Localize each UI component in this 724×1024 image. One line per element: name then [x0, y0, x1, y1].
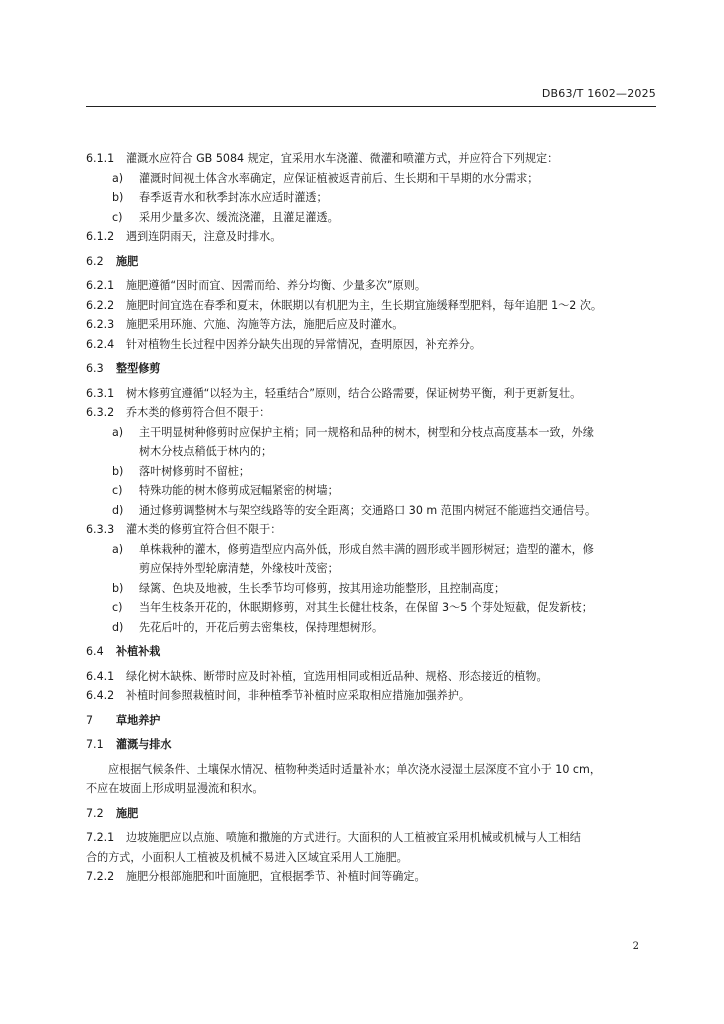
- section-title: 整型修剪: [116, 362, 161, 375]
- section-number: 6.2: [86, 254, 104, 268]
- paragraph-line: [86, 779, 658, 799]
- clause-number: 6.2.2: [86, 298, 115, 312]
- list-marker: a): [112, 542, 124, 556]
- clause-number: 6.4.2: [86, 689, 115, 702]
- line-text: 施肥分根部施肥和叶面施肥，宜根据季节、补植时间等确定。: [126, 870, 426, 883]
- clause-number: 6.2.3: [86, 318, 115, 331]
- section-number: 6.3: [86, 362, 104, 375]
- list-marker: b): [112, 581, 124, 595]
- list-item: [86, 579, 658, 599]
- clause-number: 6.2.4: [86, 337, 115, 351]
- list-marker: d): [112, 503, 124, 517]
- page-number: 2: [632, 941, 639, 952]
- clause-line: [86, 296, 658, 316]
- list-item: [86, 540, 658, 560]
- clause-line: [86, 828, 658, 848]
- clause-number: 6.1.2: [86, 230, 115, 243]
- line-text: 通过修剪调整树木与架空线路等的安全距离；交通路口 30 m 范围内树冠不能遮挡交通信号。: [139, 503, 597, 517]
- list-item-continuation: [86, 559, 658, 579]
- clause-line: [86, 149, 658, 169]
- document-body: [86, 149, 658, 887]
- line-text: 遇到连阴雨天，注意及时排水。: [126, 230, 282, 243]
- clause-line: [86, 867, 658, 887]
- section-number: 7: [86, 713, 94, 727]
- section-number: 7.1: [86, 738, 104, 751]
- line-text: 不应在坡面上形成明显漫流和积水。: [86, 782, 264, 795]
- list-item: [86, 501, 658, 521]
- list-item: [86, 169, 658, 189]
- clause-line: [86, 520, 658, 540]
- list-marker: c): [112, 210, 123, 224]
- section-heading: [86, 804, 658, 824]
- list-marker: a): [112, 171, 124, 185]
- line-text: 当年生枝条开花的，休眠期修剪，对其生长健壮枝条，在保留 3～5 个芽处短截，促发新枝；: [139, 601, 593, 614]
- line-text: 特殊功能的树木修剪成冠幅紧密的树墙；: [139, 484, 339, 497]
- line-text: 灌溉时间视土体含水率确定，应保证植被返青前后、生长期和干旱期的水分需求；: [139, 171, 539, 185]
- clause-number: 6.3.3: [86, 523, 115, 536]
- list-item: [86, 598, 658, 618]
- list-marker: b): [112, 191, 124, 204]
- section-title: 施肥: [116, 254, 139, 268]
- section-number: 7.2: [86, 806, 104, 820]
- clause-line: [86, 384, 658, 404]
- clause-line: [86, 335, 658, 355]
- list-item: [86, 481, 658, 501]
- line-text: 绿篱、色块及地被，生长季节均可修剪，按其用途功能整形，且控制高度；: [139, 581, 506, 595]
- line-text: 单株栽种的灌木，修剪造型应内高外低，形成自然丰满的圆形或半圆形树冠；造型的灌木，修: [139, 542, 594, 556]
- line-text: 补植时间参照栽植时间，非种植季节补植时应采取相应措施加强养护。: [126, 689, 470, 702]
- header-rule: [86, 106, 656, 107]
- list-item: [86, 188, 658, 208]
- list-marker: c): [112, 601, 123, 614]
- section-title: 草地养护: [116, 713, 161, 727]
- clause-number: 6.1.1: [86, 152, 115, 165]
- line-text: 树木分枝点稍低于林内的；: [139, 445, 273, 458]
- line-text: 施肥采用环施、穴施、沟施等方法，施肥后应及时灌水。: [126, 318, 404, 331]
- section-heading: [86, 711, 658, 731]
- list-marker: a): [112, 425, 124, 439]
- section-title: 灌溉与排水: [116, 738, 172, 751]
- list-item: [86, 423, 658, 443]
- line-text: 绿化树木缺株、断带时应及时补植，宜选用相同或相近品种、规格、形态接近的植物。: [126, 669, 548, 683]
- line-text: 针对植物生长过程中因养分缺失出现的异常情况，查明原因，补充养分。: [126, 337, 482, 351]
- line-text: 灌木类的修剪宜符合但不限于：: [126, 523, 282, 536]
- line-text: 乔木类的修剪符合但不限于：: [126, 406, 271, 419]
- section-number: 6.4: [86, 645, 104, 658]
- line-text: 施肥时间宜选在春季和夏末，休眠期以有机肥为主，生长期宜施缓释型肥料，每年追肥 1～2 次。: [126, 298, 603, 312]
- list-marker: b): [112, 464, 124, 478]
- clause-number: 7.2.2: [86, 870, 115, 883]
- section-heading: [86, 735, 658, 755]
- section-heading: [86, 642, 658, 662]
- line-text: 落叶树修剪时不留桩；: [139, 464, 250, 478]
- list-marker: d): [112, 620, 124, 634]
- line-text: 春季返青水和秋季封冻水应适时灌透；: [139, 191, 328, 204]
- clause-number: 7.2.1: [86, 831, 115, 844]
- section-heading: [86, 359, 658, 379]
- line-text: 边坡施肥应以点施、喷施和撒施的方式进行。大面积的人工植被宜采用机械或机械与人工相结: [126, 831, 581, 844]
- clause-number: 6.4.1: [86, 669, 115, 683]
- list-item: [86, 618, 658, 638]
- paragraph-line: [86, 760, 658, 780]
- line-text: 树木修剪宜遵循“以轻为主，轻重结合”原则，结合公路需要，保证树势平衡，利于更新复壮。: [126, 386, 582, 400]
- line-text: 合的方式，小面积人工植被及机械不易进入区域宜采用人工施肥。: [86, 850, 408, 864]
- list-item: [86, 208, 658, 228]
- section-title: 补植补栽: [116, 645, 161, 658]
- line-text: 剪应保持外型轮廓清楚，外缘枝叶茂密；: [139, 562, 339, 575]
- list-marker: c): [112, 484, 123, 497]
- section-heading: [86, 252, 658, 272]
- list-item-continuation: [86, 442, 658, 462]
- line-text: 应根据气候条件、土壤保水情况、植物种类适时适量补水；单次浇水浸湿土层深度不宜小于 10 cm，: [108, 762, 601, 776]
- line-text: 施肥遵循“因时而宜、因需而给、养分均衡、少量多次”原则。: [126, 279, 426, 292]
- line-text: 先花后叶的，开花后剪去密集枝，保持理想树形。: [139, 620, 384, 634]
- line-text: 灌溉水应符合 GB 5084 规定，宜采用水车浇灌、微灌和喷灌方式，并应符合下列规定：: [126, 152, 559, 165]
- clause-number: 6.3.2: [86, 406, 115, 419]
- clause-line: [86, 227, 658, 247]
- paragraph-line: [86, 848, 658, 868]
- document-code: DB63/T 1602—2025: [541, 87, 656, 100]
- list-item: [86, 462, 658, 482]
- clause-line: [86, 686, 658, 706]
- line-text: 主干明显树种修剪时应保护主梢；同一规格和品种的树木，树型和分枝点高度基本一致，外缘: [139, 425, 594, 439]
- line-text: 采用少量多次、缓流浇灌，且灌足灌透。: [139, 210, 339, 224]
- clause-number: 6.2.1: [86, 279, 115, 292]
- clause-line: [86, 315, 658, 335]
- clause-line: [86, 667, 658, 687]
- section-title: 施肥: [116, 806, 139, 820]
- clause-line: [86, 276, 658, 296]
- clause-line: [86, 403, 658, 423]
- clause-number: 6.3.1: [86, 386, 115, 400]
